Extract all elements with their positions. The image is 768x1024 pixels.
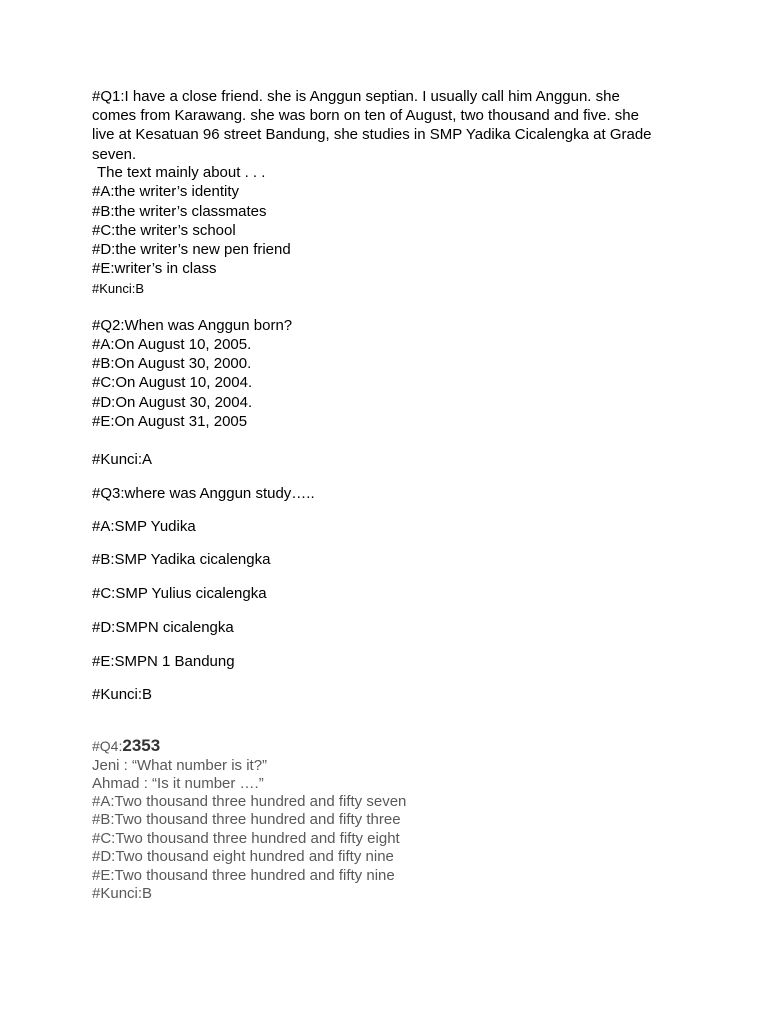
- q3-option-e: #E:SMPN 1 Bandung: [92, 653, 235, 670]
- q2-option-a: #A:On August 10, 2005.: [92, 336, 252, 353]
- q1-option-b: #B:the writer’s classmates: [92, 203, 267, 220]
- q2-option-d: #D:On August 30, 2004.: [92, 394, 253, 411]
- q4-option-c: #C:Two thousand three hundred and fifty eight: [92, 830, 400, 847]
- q1-option-c: #C:the writer’s school: [92, 222, 236, 239]
- q2-option-e: #E:On August 31, 2005: [92, 413, 248, 430]
- q1-answer-key: #Kunci:B: [92, 281, 145, 296]
- q3-option-a: #A:SMP Yudika: [92, 518, 196, 535]
- q4-dialog-ahmad: Ahmad : “Is it number ….”: [92, 775, 264, 792]
- q4-option-a: #A:Two thousand three hundred and fifty seven: [92, 793, 407, 810]
- q2-option-c: #C:On August 10, 2004.: [92, 374, 253, 391]
- q4-prefix: #Q4:: [92, 738, 123, 754]
- q2-answer-key: #Kunci:A: [92, 451, 153, 468]
- q1-text-line-2: comes from Karawang. she was born on ten of August, two thousand and five. she: [92, 107, 639, 124]
- q4-heading: [92, 736, 160, 756]
- q1-text-line-1: #Q1:I have a close friend. she is Anggun septian. I usually call him Anggun. she: [92, 88, 620, 105]
- q3-question: #Q3:where was Anggun study…..: [92, 485, 315, 502]
- q3-answer-key: #Kunci:B: [92, 686, 153, 703]
- q3-option-c: #C:SMP Yulius cicalengka: [92, 585, 267, 602]
- q1-option-d: #D:the writer’s new pen friend: [92, 241, 291, 258]
- q4-option-e: #E:Two thousand three hundred and fifty nine: [92, 867, 395, 884]
- q1-option-a: #A:the writer’s identity: [92, 183, 240, 200]
- q2-question: #Q2:When was Anggun born?: [92, 317, 293, 334]
- q1-option-e: #E:writer’s in class: [92, 260, 217, 277]
- q1-question: The text mainly about . . .: [97, 164, 266, 181]
- q4-answer-key: #Kunci:B: [92, 885, 153, 902]
- q4-number: 2353: [122, 736, 161, 755]
- q2-option-b: #B:On August 30, 2000.: [92, 355, 252, 372]
- q1-text-line-3: live at Kesatuan 96 street Bandung, she studies in SMP Yadika Cicalengka at Grade: [92, 126, 652, 143]
- q4-dialog-jeni: Jeni : “What number is it?”: [92, 757, 268, 774]
- q4-option-d: #D:Two thousand eight hundred and fifty nine: [92, 848, 394, 865]
- q3-option-b: #B:SMP Yadika cicalengka: [92, 551, 271, 568]
- q1-text-line-4: seven.: [92, 146, 137, 163]
- q3-option-d: #D:SMPN cicalengka: [92, 619, 234, 636]
- q4-option-b: #B:Two thousand three hundred and fifty three: [92, 811, 401, 828]
